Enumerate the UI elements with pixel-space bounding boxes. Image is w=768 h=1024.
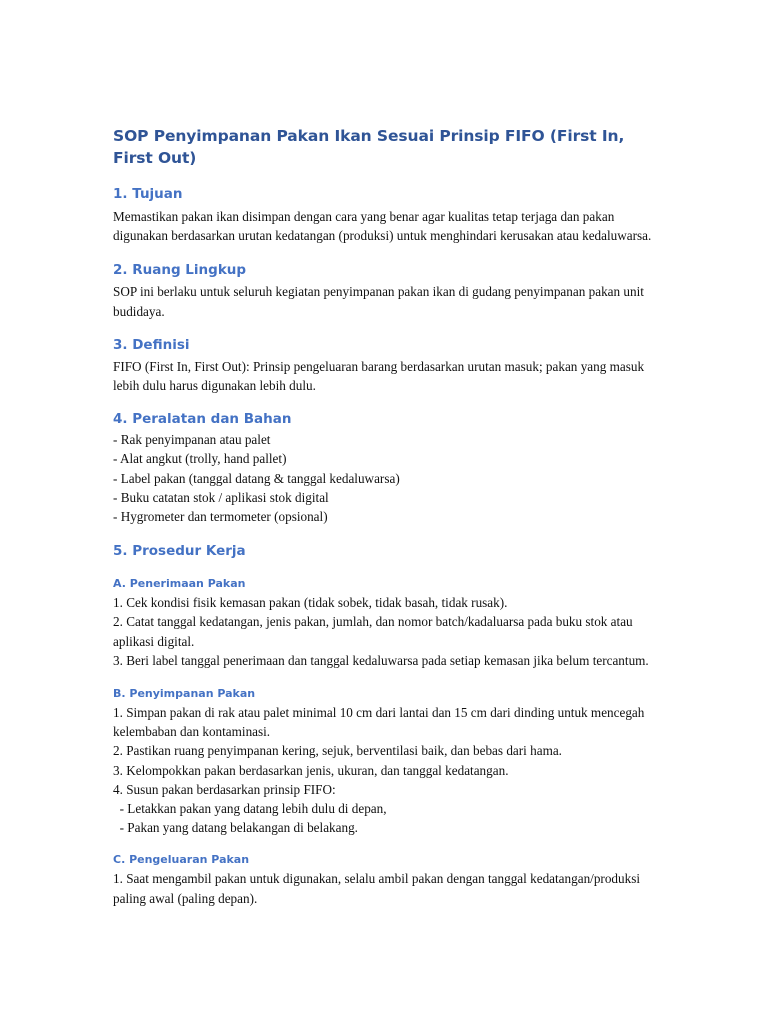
list-item: 3. Beri label tanggal penerimaan dan tanggal kedaluwarsa pada setiap kemasan jika belum tercantum. <box>113 652 649 668</box>
heading-definisi: 3. Definisi <box>113 336 190 353</box>
list-item: 4. Susun pakan berdasarkan prinsip FIFO: <box>113 781 336 797</box>
list-item: 2. Catat tanggal kedatangan, jenis pakan, jumlah, dan nomor batch/kadaluarsa pada buku stok atau aplikasi digital. <box>113 614 633 649</box>
subheading-pengeluaran: C. Pengeluaran Pakan <box>113 853 250 867</box>
list-item: 1. Saat mengambil pakan untuk digunakan, selalu ambil pakan dengan tanggal kedatangan/produksi paling awal (paling depan). <box>113 871 640 906</box>
list-penerimaan <box>113 593 658 670</box>
subheading-penyimpanan: B. Penyimpanan Pakan <box>113 687 256 701</box>
paragraph-tujuan: Memastikan pakan ikan disimpan dengan cara yang benar agar kualitas tetap terjaga dan pakan digunakan berdasarkan urutan kedatangan (produksi) untuk menghindari kerusakan atau kedaluwarsa. <box>113 209 652 244</box>
list-item: - Buku catatan stok / aplikasi stok digital <box>113 489 329 505</box>
list-item: 2. Pastikan ruang penyimpanan kering, sejuk, berventilasi baik, dan bebas dari hama. <box>113 743 562 759</box>
list-item: - Hygrometer dan termometer (opsional) <box>113 509 328 525</box>
list-item: 3. Kelompokkan pakan berdasarkan jenis, ukuran, dan tanggal kedatangan. <box>113 762 509 778</box>
subheading-penerimaan: A. Penerimaan Pakan <box>113 577 246 591</box>
list-item: - Letakkan pakan yang datang lebih dulu di depan, <box>113 801 387 817</box>
heading-ruang-lingkup: 2. Ruang Lingkup <box>113 262 247 279</box>
paragraph-ruang-lingkup: SOP ini berlaku untuk seluruh kegiatan penyimpanan pakan ikan di gudang penyimpanan pakan unit budidaya. <box>113 284 644 319</box>
list-item: - Pakan yang datang belakangan di belakang. <box>113 820 358 836</box>
list-item: - Label pakan (tanggal datang & tanggal kedaluwarsa) <box>113 470 400 486</box>
list-item: - Rak penyimpanan atau palet <box>113 432 271 448</box>
heading-tujuan: 1. Tujuan <box>113 186 183 202</box>
list-item: 1. Simpan pakan di rak atau palet minimal 10 cm dari lantai dan 15 cm dari dinding untuk mencegah kelembaban dan kontaminasi. <box>113 705 645 740</box>
list-penyimpanan <box>113 703 658 837</box>
document-title: SOP Penyimpanan Pakan Ikan Sesuai Prinsip FIFO (First In, First Out) <box>113 127 625 167</box>
list-item: 1. Cek kondisi fisik kemasan pakan (tidak sobek, tidak basah, tidak rusak). <box>113 595 508 611</box>
document-page <box>113 125 658 908</box>
list-pengeluaran <box>113 869 658 907</box>
heading-peralatan: 4. Peralatan dan Bahan <box>113 411 292 428</box>
list-peralatan <box>113 430 658 526</box>
paragraph-definisi: FIFO (First In, First Out): Prinsip pengeluaran barang berdasarkan urutan masuk; pakan yang masuk lebih dulu harus digunakan lebih dulu. <box>113 358 645 394</box>
heading-prosedur: 5. Prosedur Kerja <box>113 543 246 560</box>
list-item: - Alat angkut (trolly, hand pallet) <box>113 451 287 467</box>
